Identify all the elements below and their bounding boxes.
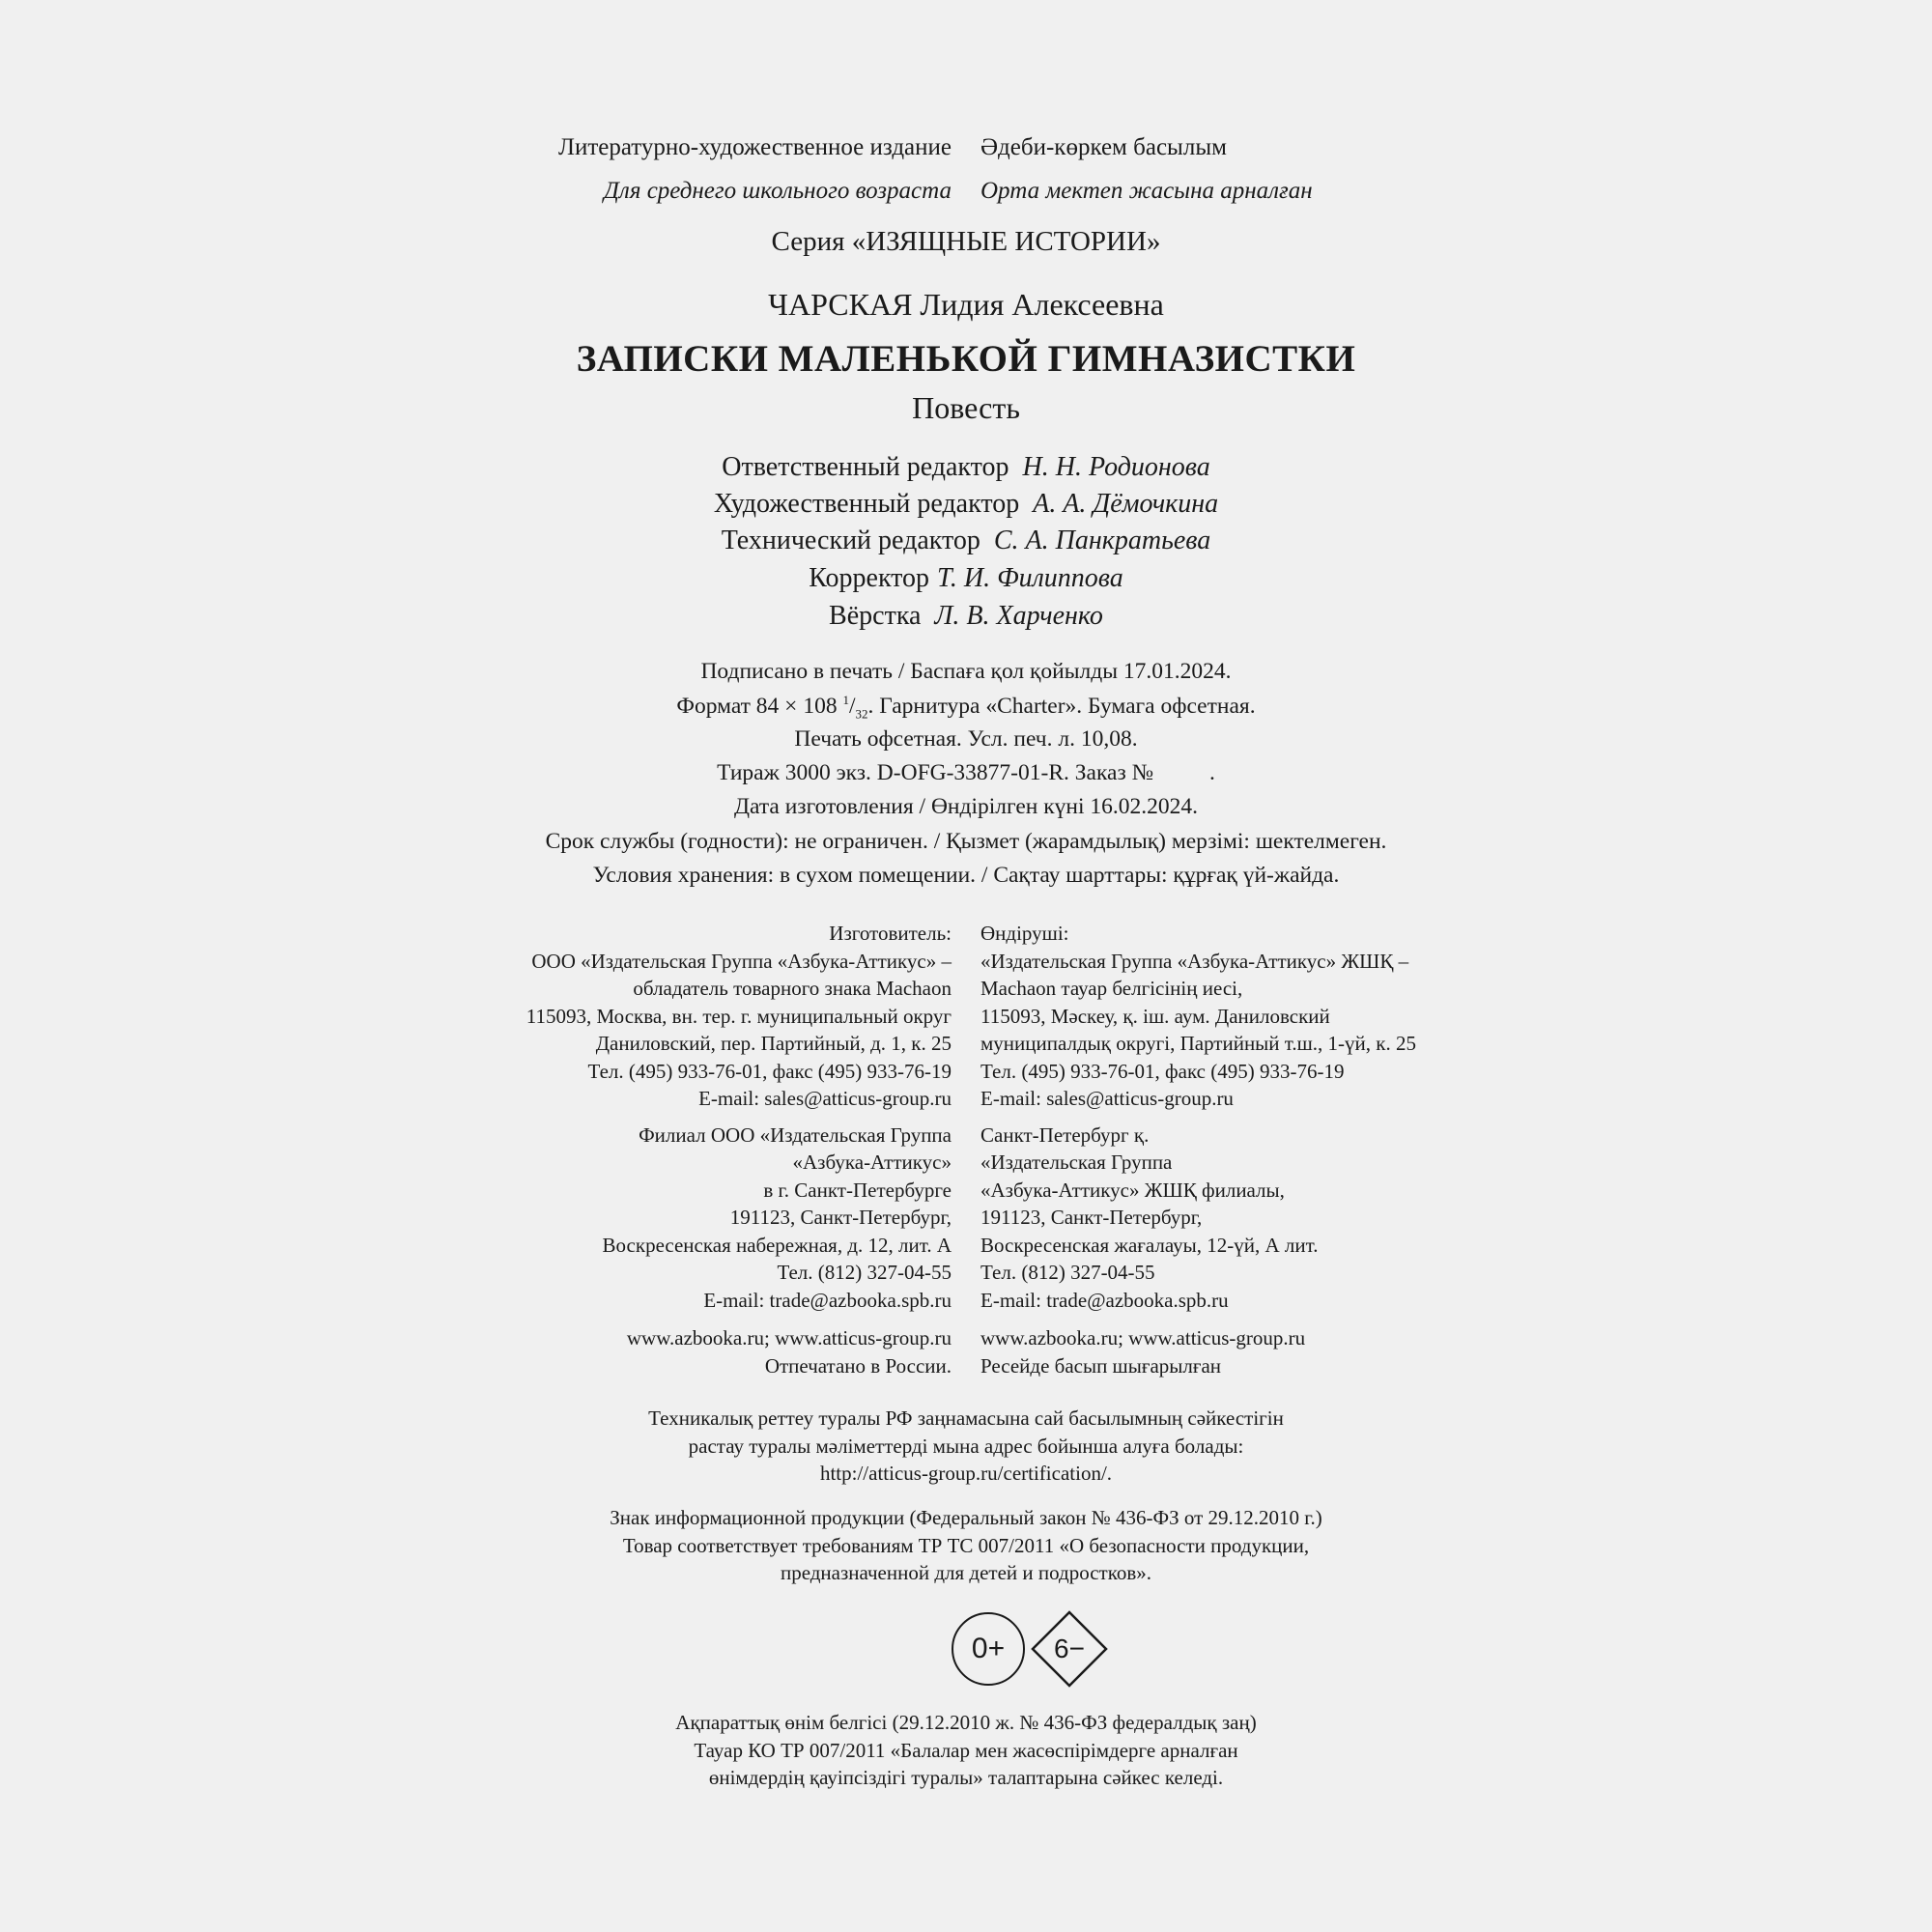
printed-in-kz: Ресейде басып шығарылған [980, 1353, 1222, 1378]
format-line: Формат 84 × 108 $^1/_{32}$. Гарнитура «Charter». Бумага офсетная. [676, 693, 1256, 722]
info-sign-ru-line: Знак информационной продукции (Федеральный закон № 436-ФЗ от 29.12.2010 г.) [610, 1506, 1322, 1529]
credit-role: Корректор [809, 563, 930, 593]
printed-in-ru: Отпечатано в России. [764, 1353, 952, 1378]
manufacturer-ru-line: Даниловский, пер. Партийный, д. 1, к. 25 [595, 1032, 952, 1055]
branch-ru-line: Воскресенская набережная, д. 12, лит. А [602, 1233, 952, 1257]
shelf-life: Срок службы (годности): не ограничен. / Қызмет (жарамдылық) мерзімі: шектелмеген. [545, 829, 1387, 854]
branch-kz-line: Воскресенская жағалауы, 12-үй, А лит. [980, 1233, 1319, 1257]
manufacturer-ru-line: E-mail: sales@atticus-group.ru [698, 1087, 952, 1110]
print-run-line [0, 760, 1932, 786]
manufacturer-kz-line: «Издательская Группа «Азбука-Аттикус» ЖШҚ – [980, 949, 1409, 973]
info-sign-kz [0, 1709, 1932, 1792]
book-title: ЗАПИСКИ МАЛЕНЬКОЙ ГИМНАЗИСТКИ [576, 338, 1356, 380]
info-sign-ru-line: предназначенной для детей и подростков». [780, 1561, 1152, 1584]
branch-ru-line: в г. Санкт-Петербурге [763, 1178, 952, 1202]
certification-block [0, 1405, 1932, 1488]
manufacturer-kz-line: муниципалдық округі, Партийный т.ш., 1-үй, к. 25 [980, 1032, 1416, 1055]
diamond-badge-label: 6− [1054, 1634, 1085, 1663]
branch-kz-line: Тел. (812) 327-04-55 [980, 1261, 1155, 1284]
manufacturer-ru-line: Тел. (495) 933-76-01, факс (495) 933-76-19 [587, 1059, 952, 1083]
credit-name: Н. Н. Родионова [1022, 452, 1210, 482]
info-sign-kz-line: Тауар КО ТР 007/2011 «Балалар мен жасөспірімдерге арналған [694, 1738, 1238, 1762]
edition-type-kz: Әдеби-көркем басылым [980, 134, 1227, 160]
credit-name: С. А. Панкратьева [993, 526, 1211, 555]
manufacturer-ru-line: обладатель товарного знака Machaon [633, 977, 952, 1000]
format-suffix: . Гарнитура «Charter». Бумага офсетная. [867, 693, 1256, 719]
manufacturer-ru-line: Изготовитель: [829, 922, 952, 945]
age-diamond-badge [1031, 1610, 1108, 1688]
website-kz: www.azbooka.ru; www.atticus-group.ru [980, 1326, 1306, 1350]
manufacturer-kz-line: Machaon тауар белгісінің иесі, [980, 977, 1243, 1000]
credit-role: Технический редактор [721, 526, 980, 555]
format-prefix: Формат 84 × 108 [676, 693, 843, 719]
format-numerator: 1 [842, 693, 849, 707]
certification-line: Техникалық реттеу туралы РФ заңнамасына сай басылымның сәйкестігін [648, 1406, 1284, 1430]
credit-line [0, 526, 1932, 556]
credit-name: А. А. Дёмочкина [1033, 489, 1219, 519]
print-run: Тираж 3000 экз. D-OFG-33877-01-R. Заказ № [717, 760, 1154, 785]
print-method: Печать офсетная. Усл. печ. л. 10,08. [794, 726, 1138, 752]
author: ЧАРСКАЯ Лидия Алексеевна [768, 287, 1164, 322]
branch-ru-line: Филиал ООО «Издательская Группа [639, 1122, 952, 1147]
credit-name: Л. В. Харченко [934, 601, 1103, 631]
branch-kz-line: «Азбука-Аттикус» ЖШҚ филиалы, [980, 1178, 1285, 1202]
age-rating-badge: 0+ [952, 1612, 1025, 1686]
info-sign-kz-line: Ақпараттық өнім белгісі (29.12.2010 ж. № 436-ФЗ федералдық заң) [675, 1711, 1257, 1734]
branch-kz-line: 191123, Санкт-Петербург, [980, 1206, 1203, 1229]
credit-name: Т. И. Филиппова [937, 563, 1123, 593]
branch-ru-line: «Азбука-Аттикус» [792, 1151, 952, 1174]
branch-kz-line: E-mail: trade@azbooka.spb.ru [980, 1288, 1229, 1312]
credit-line [0, 563, 1932, 594]
manufacturer-ru [526, 920, 952, 1379]
credit-role: Художественный редактор [713, 489, 1020, 519]
print-run-end: . [1209, 760, 1215, 785]
manufacturer-ru-line: ООО «Издательская Группа «Азбука-Аттикус» – [531, 949, 952, 973]
manufacturer-ru-line: 115093, Москва, вн. тер. г. муниципальный округ [526, 1004, 952, 1028]
certification-url: http://atticus-group.ru/certification/. [819, 1462, 1113, 1485]
manufacturer-kz-line: 115093, Мәскеу, қ. іш. аум. Даниловский [980, 1004, 1330, 1028]
credit-role: Ответственный редактор [722, 452, 1009, 482]
credit-line [0, 452, 1932, 483]
book-subtitle: Повесть [912, 390, 1020, 425]
branch-kz-line: Санкт-Петербург қ. [980, 1122, 1150, 1147]
storage-conditions: Условия хранения: в сухом помещении. / Сақтау шарттары: құрғақ үй-жайда. [592, 863, 1340, 888]
credit-line [0, 601, 1932, 632]
branch-ru-line: 191123, Санкт-Петербург, [729, 1206, 952, 1229]
credit-line [0, 489, 1932, 520]
info-sign-ru [0, 1504, 1932, 1587]
age-group-kz: Орта мектеп жасына арналған [980, 178, 1313, 204]
edition-type-ru: Литературно-художественное издание [558, 134, 952, 160]
age-group-ru: Для среднего школьного возраста [604, 178, 952, 204]
credit-role: Вёрстка [829, 601, 922, 631]
info-sign-ru-line: Товар соответствует требованиям ТР ТС 007/2011 «О безопасности продукции, [622, 1533, 1310, 1557]
branch-ru-line: E-mail: trade@azbooka.spb.ru [703, 1288, 952, 1312]
manufacture-date: Дата изготовления / Өндірілген күні 16.02.2024. [734, 794, 1198, 819]
website-ru: www.azbooka.ru; www.atticus-group.ru [626, 1326, 952, 1350]
manufacturer-kz [980, 920, 1416, 1379]
branch-kz-line: «Издательская Группа [980, 1151, 1173, 1174]
format-denominator: 32 [855, 706, 868, 722]
branch-ru-line: Тел. (812) 327-04-55 [777, 1261, 952, 1284]
manufacturer-kz-line: Тел. (495) 933-76-01, факс (495) 933-76-19 [980, 1059, 1345, 1083]
series-line: Серия «ИЗЯЩНЫЕ ИСТОРИИ» [771, 226, 1161, 257]
info-sign-kz-line: өнімдердің қауіпсіздігі туралы» талаптарына сәйкес келеді. [708, 1766, 1224, 1789]
signed-to-print: Подписано в печать / Баспаға қол қойылды 17.01.2024. [700, 659, 1232, 684]
manufacturer-kz-line: Өндіруші: [980, 922, 1069, 945]
certification-line: растау туралы мәліметтерді мына адрес бойынша алуға болады: [688, 1434, 1244, 1458]
manufacturer-kz-line: E-mail: sales@atticus-group.ru [980, 1087, 1234, 1110]
